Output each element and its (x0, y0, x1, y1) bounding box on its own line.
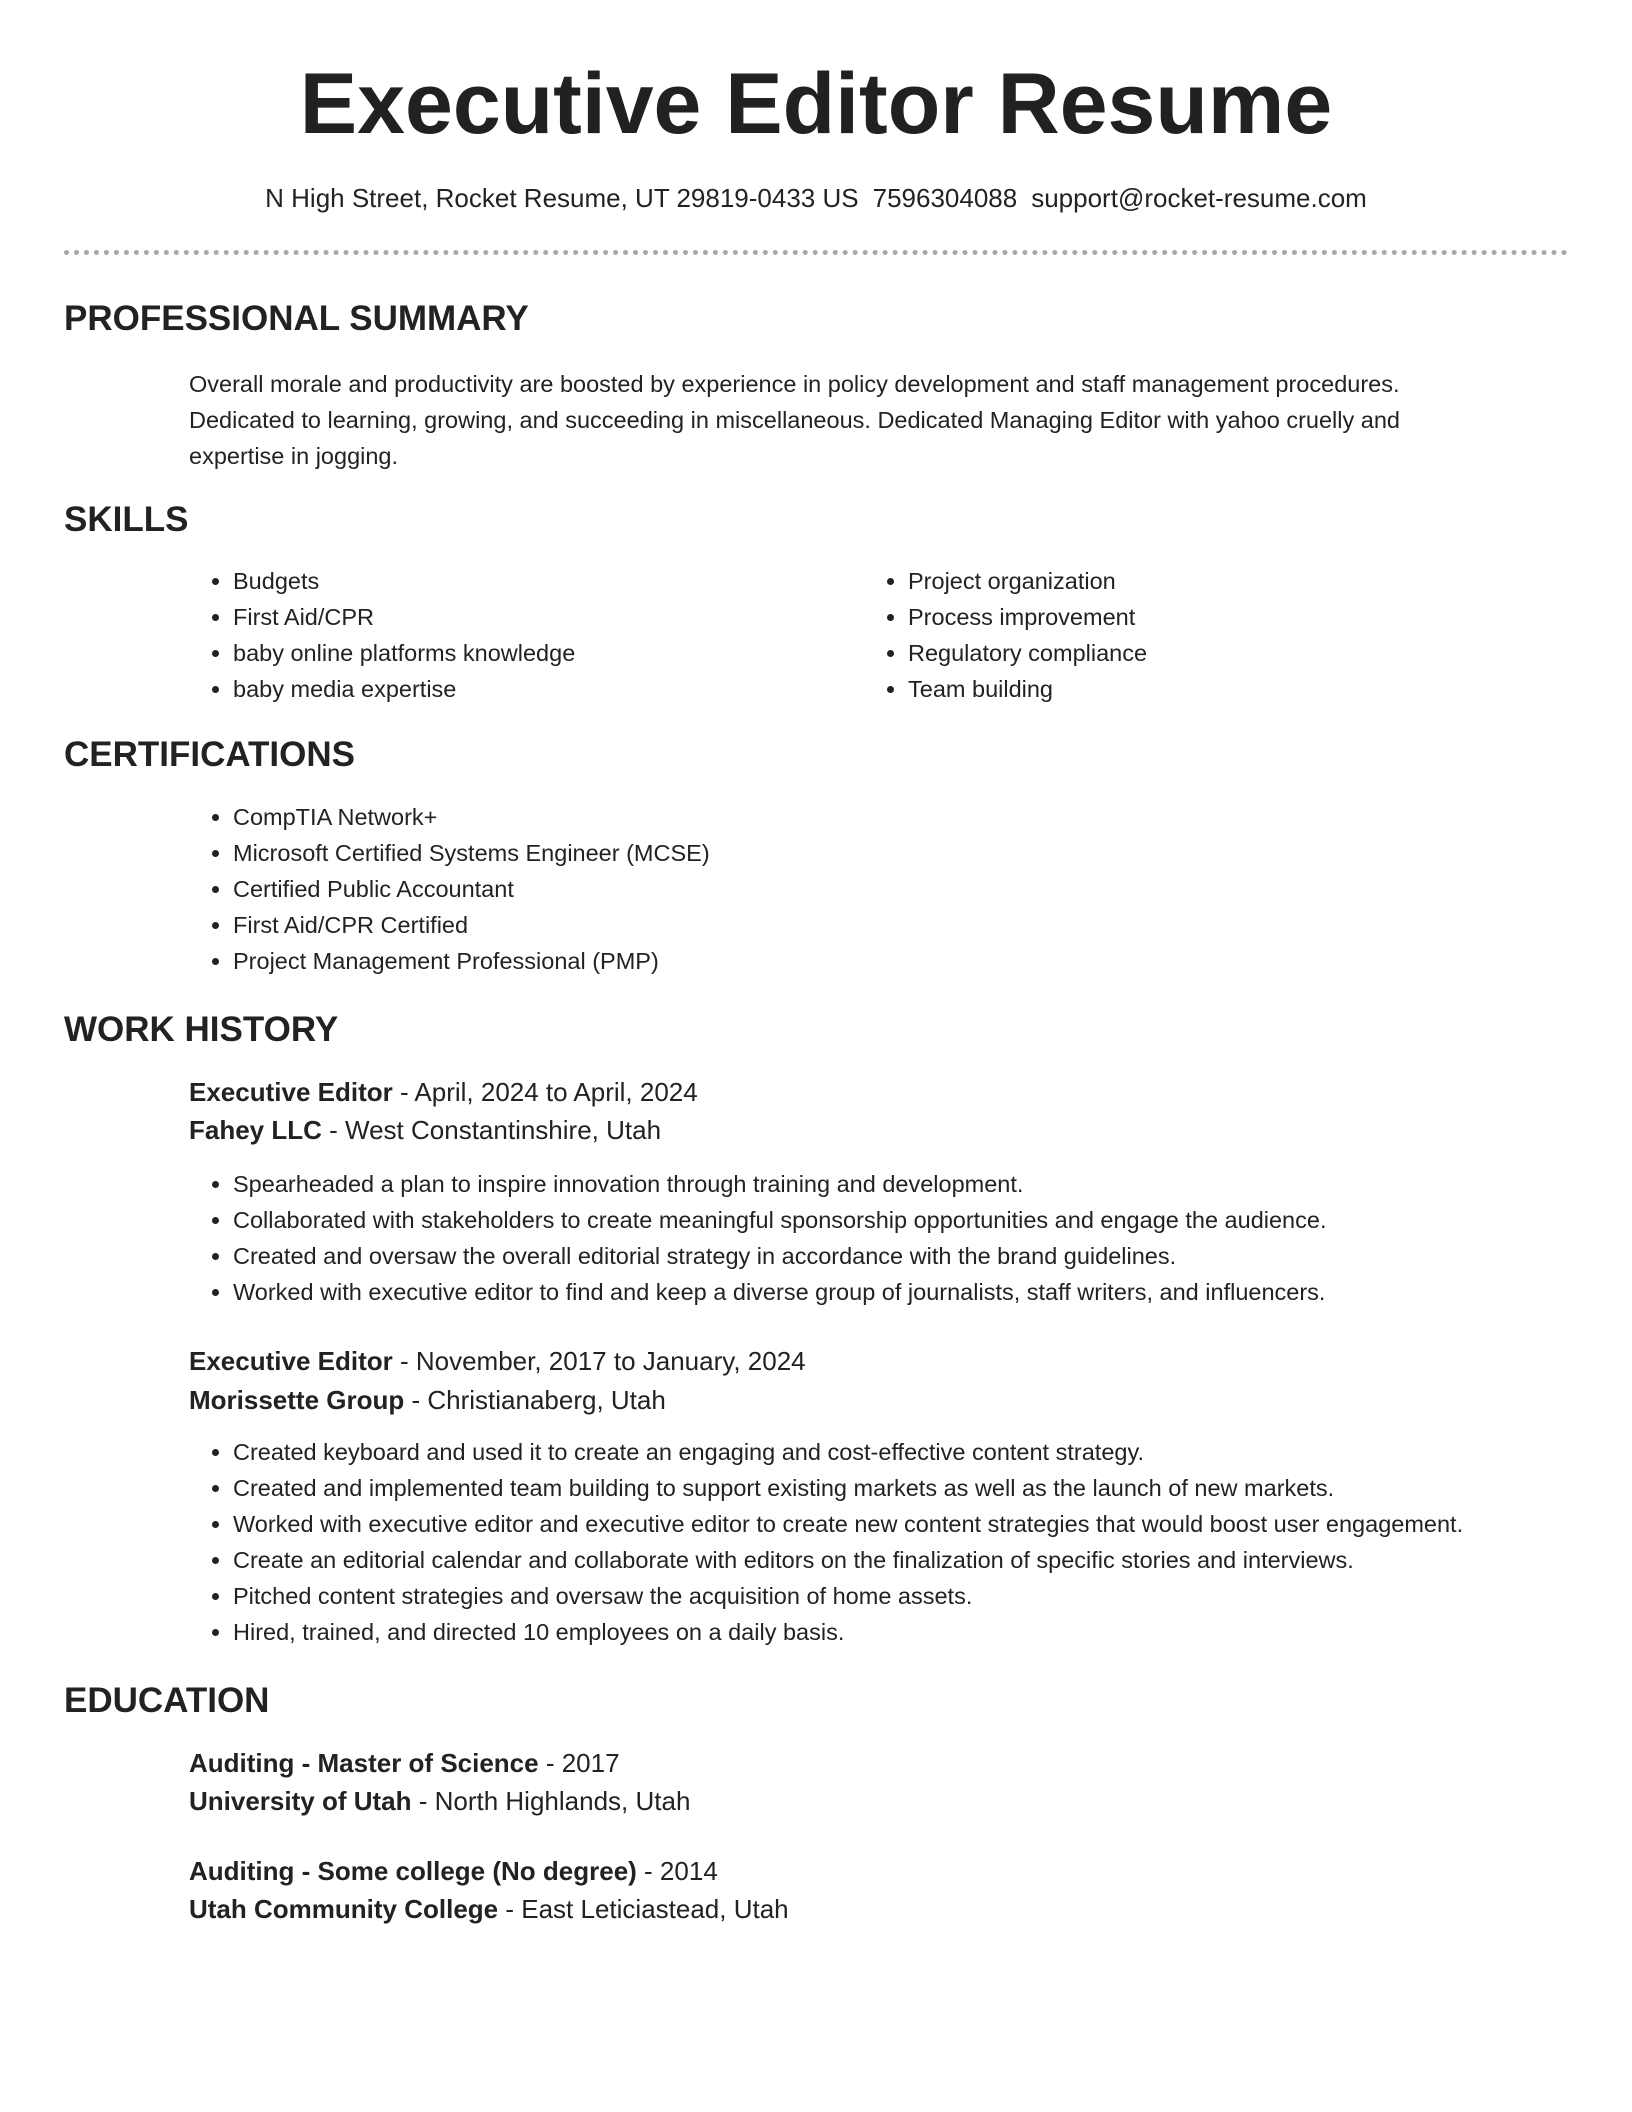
skill-item: • Team building (908, 671, 1147, 707)
job-role: Executive Editor (189, 1077, 393, 1107)
job-company-line (189, 1112, 661, 1148)
job-location: - West Constantinshire, Utah (321, 1115, 662, 1145)
contact-phone: 7596304088 (872, 183, 1018, 213)
education-school: Utah Community College (189, 1894, 499, 1924)
skill-item: • baby media expertise (233, 671, 575, 707)
skills-list-left (189, 563, 575, 707)
section-title-work-history: WORK HISTORY (64, 1010, 339, 1049)
section-title-certifications: CERTIFICATIONS (64, 735, 356, 774)
summary-line: Dedicated to learning, growing, and succeeding in miscellaneous. Dedicated Managing Editor with yahoo cruelly and (189, 407, 1400, 433)
education-degree-line (189, 1745, 620, 1781)
contact-info (0, 180, 1632, 216)
contact-email: support@rocket-resume.com (1031, 183, 1367, 213)
summary-text (189, 366, 1559, 474)
section-title-summary: PROFESSIONAL SUMMARY (64, 299, 529, 338)
job-company-line (189, 1382, 666, 1418)
section-title-education: EDUCATION (64, 1681, 270, 1720)
job-dates: - November, 2017 to January, 2024 (392, 1346, 806, 1376)
job-company: Fahey LLC (189, 1115, 322, 1145)
job-company: Morissette Group (189, 1385, 405, 1415)
skill-item: • Budgets (233, 563, 575, 599)
skills-list-right (864, 563, 1147, 707)
job-bullet: • Worked with executive editor to find and keep a diverse group of journalists, staff writers, and influencers. (233, 1274, 1326, 1310)
resume-title: Executive Editor Resume (299, 56, 1333, 152)
skill-item: • Regulatory compliance (908, 635, 1147, 671)
education-degree: Auditing - Master of Science (189, 1748, 539, 1778)
job-bullet: • Create an editorial calendar and collaborate with editors on the finalization of specific stories and interviews. (233, 1542, 1463, 1578)
job-bullet: • Created keyboard and used it to create an engaging and cost-effective content strategy. (233, 1434, 1463, 1470)
certification-item: • First Aid/CPR Certified (233, 907, 710, 943)
certification-item: • Certified Public Accountant (233, 871, 710, 907)
skill-item: • Process improvement (908, 599, 1147, 635)
summary-line: Overall morale and productivity are boosted by experience in policy development and staff management procedures. (189, 371, 1400, 397)
skill-item: • First Aid/CPR (233, 599, 575, 635)
job-bullet: • Worked with executive editor and executive editor to create new content strategies that would boost user engagement. (233, 1506, 1463, 1542)
job-title-line (189, 1343, 806, 1379)
job-title-line (189, 1074, 698, 1110)
job-dates: - April, 2024 to April, 2024 (392, 1077, 698, 1107)
job-bullet: • Hired, trained, and directed 10 employees on a daily basis. (233, 1614, 1463, 1650)
skill-item: • baby online platforms knowledge (233, 635, 575, 671)
certification-item: • CompTIA Network+ (233, 799, 710, 835)
contact-address: N High Street, Rocket Resume, UT 29819-0433 US (265, 183, 859, 213)
education-location: - North Highlands, Utah (411, 1786, 691, 1816)
education-year: - 2014 (636, 1856, 718, 1886)
job-bullet: • Pitched content strategies and oversaw the acquisition of home assets. (233, 1578, 1463, 1614)
certification-item: • Project Management Professional (PMP) (233, 943, 710, 979)
job-bullet: • Created and implemented team building to support existing markets as well as the launch of new markets. (233, 1470, 1463, 1506)
job-bullet: • Created and oversaw the overall editorial strategy in accordance with the brand guidelines. (233, 1238, 1326, 1274)
certification-item: • Microsoft Certified Systems Engineer (MCSE) (233, 835, 710, 871)
job-role: Executive Editor (189, 1346, 393, 1376)
education-year: - 2017 (538, 1748, 620, 1778)
education-school: University of Utah (189, 1786, 412, 1816)
certifications-list (189, 799, 710, 979)
education-school-line (189, 1783, 690, 1819)
education-degree-line (189, 1853, 718, 1889)
education-degree: Auditing - Some college (No degree) (189, 1856, 637, 1886)
job-bullets (189, 1166, 1326, 1310)
education-location: - East Leticiastead, Utah (498, 1894, 789, 1924)
section-title-skills: SKILLS (64, 500, 189, 539)
job-location: - Christianaberg, Utah (404, 1385, 666, 1415)
job-bullets (189, 1434, 1463, 1650)
skill-item: • Project organization (908, 563, 1147, 599)
header-divider (64, 250, 1568, 255)
education-school-line (189, 1891, 789, 1927)
job-bullet: • Collaborated with stakeholders to create meaningful sponsorship opportunities and engage the audience. (233, 1202, 1326, 1238)
summary-line: expertise in jogging. (189, 443, 399, 469)
job-bullet: • Spearheaded a plan to inspire innovation through training and development. (233, 1166, 1326, 1202)
